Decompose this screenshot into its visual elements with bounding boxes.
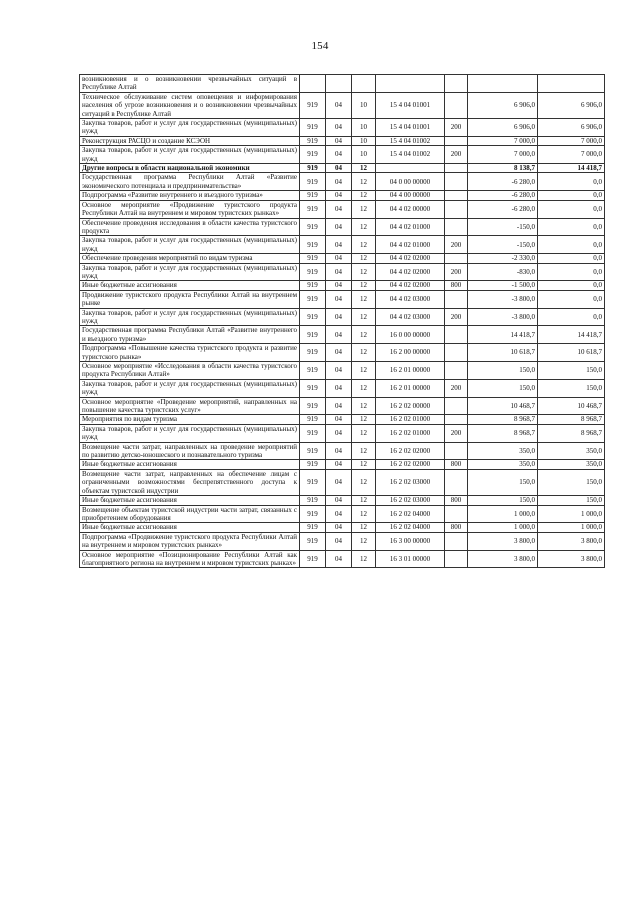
expense-type: 200 <box>445 146 468 164</box>
target-article: 16 0 00 00000 <box>376 326 445 344</box>
row-name: Возмещение части затрат, направленных на проведение мероприятий по развитию детско-юношеского и познавательного туризма <box>80 442 300 460</box>
subsection-code: 12 <box>352 532 376 550</box>
amount-1: -150,0 <box>468 218 538 236</box>
ministry-code: 919 <box>300 191 326 200</box>
subsection-code: 12 <box>352 263 376 281</box>
ministry-code: 919 <box>300 442 326 460</box>
table-row <box>80 397 605 415</box>
ministry-code: 919 <box>300 92 326 118</box>
row-name: Закупка товаров, работ и услуг для государственных (муниципальных) нужд <box>80 119 300 137</box>
target-article: 04 4 02 03000 <box>376 290 445 308</box>
amount-2: 350,0 <box>538 442 605 460</box>
row-name: Обеспечение проведения мероприятий по видам туризма <box>80 254 300 263</box>
expense-type: 200 <box>445 424 468 442</box>
table-row <box>80 362 605 380</box>
row-name: Государственная программа Республики Алтай «Развитие внутреннего и въездного туризма» <box>80 326 300 344</box>
target-article: 16 2 02 04000 <box>376 523 445 532</box>
expense-type: 800 <box>445 496 468 505</box>
expense-type <box>445 550 468 568</box>
target-article: 16 2 02 02000 <box>376 442 445 460</box>
row-name: Мероприятия по видам туризма <box>80 415 300 424</box>
amount-1: 10 618,7 <box>468 344 538 362</box>
expense-type <box>445 532 468 550</box>
ministry-code: 919 <box>300 119 326 137</box>
row-name: Основное мероприятие «Продвижение туристского продукта Республики Алтай на внутреннем и мировом туристских рынках» <box>80 200 300 218</box>
row-name: Закупка товаров, работ и услуг для государственных (муниципальных) нужд <box>80 308 300 326</box>
row-name: Закупка товаров, работ и услуг для государственных (муниципальных) нужд <box>80 236 300 254</box>
row-name: Иные бюджетные ассигнования <box>80 460 300 469</box>
table-row <box>80 496 605 505</box>
amount-2: 0,0 <box>538 200 605 218</box>
amount-1: 8 968,7 <box>468 424 538 442</box>
table-row <box>80 308 605 326</box>
amount-2: 14 418,7 <box>538 326 605 344</box>
ministry-code: 919 <box>300 290 326 308</box>
amount-2: 350,0 <box>538 460 605 469</box>
section-code: 04 <box>326 173 352 191</box>
amount-2: 10 618,7 <box>538 344 605 362</box>
amount-1: 150,0 <box>468 362 538 380</box>
amount-2: 14 418,7 <box>538 164 605 173</box>
target-article: 16 2 02 03000 <box>376 469 445 495</box>
amount-1: 10 468,7 <box>468 397 538 415</box>
section-code: 04 <box>326 119 352 137</box>
expense-type <box>445 136 468 145</box>
amount-1: 3 800,0 <box>468 550 538 568</box>
row-name: Возмещение части затрат, направленных на обеспечение лицам с ограниченными возможностями беспрепятственного доступа к объектам туристской индустрии <box>80 469 300 495</box>
row-name: Закупка товаров, работ и услуг для государственных (муниципальных) нужд <box>80 146 300 164</box>
target-article: 16 2 01 00000 <box>376 379 445 397</box>
amount-1: 150,0 <box>468 469 538 495</box>
table-row <box>80 75 605 93</box>
amount-1: -6 280,0 <box>468 191 538 200</box>
amount-1: -3 800,0 <box>468 290 538 308</box>
row-name: Другие вопросы в области национальной экономики <box>80 164 300 173</box>
amount-2: 0,0 <box>538 263 605 281</box>
section-code: 04 <box>326 397 352 415</box>
ministry-code: 919 <box>300 379 326 397</box>
amount-2: 8 968,7 <box>538 415 605 424</box>
subsection-code: 12 <box>352 362 376 380</box>
subsection-code: 12 <box>352 523 376 532</box>
target-article: 04 4 02 02000 <box>376 281 445 290</box>
amount-2: 7 000,0 <box>538 146 605 164</box>
expense-type <box>445 326 468 344</box>
page-number: 154 <box>311 40 329 52</box>
ministry-code: 919 <box>300 173 326 191</box>
row-name: Обеспечение проведения исследования в области качества туристского продукта <box>80 218 300 236</box>
ministry-code: 919 <box>300 460 326 469</box>
ministry-code: 919 <box>300 424 326 442</box>
ministry-code: 919 <box>300 200 326 218</box>
expense-type <box>445 505 468 523</box>
amount-1: -6 280,0 <box>468 173 538 191</box>
target-article: 16 2 02 01000 <box>376 415 445 424</box>
target-article: 04 4 02 03000 <box>376 308 445 326</box>
ministry-code: 919 <box>300 415 326 424</box>
ministry-code: 919 <box>300 505 326 523</box>
amount-2: 0,0 <box>538 236 605 254</box>
target-article: 04 4 02 02000 <box>376 263 445 281</box>
expense-type <box>445 469 468 495</box>
expense-type: 200 <box>445 308 468 326</box>
table-row <box>80 290 605 308</box>
section-code: 04 <box>326 362 352 380</box>
target-article: 04 4 02 01000 <box>376 218 445 236</box>
table-row <box>80 326 605 344</box>
row-name: Закупка товаров, работ и услуг для государственных (муниципальных) нужд <box>80 263 300 281</box>
section-code: 04 <box>326 92 352 118</box>
amount-2: 7 000,0 <box>538 136 605 145</box>
amount-1: 350,0 <box>468 442 538 460</box>
expense-type <box>445 254 468 263</box>
subsection-code: 12 <box>352 200 376 218</box>
section-code: 04 <box>326 415 352 424</box>
amount-1: 8 968,7 <box>468 415 538 424</box>
amount-1 <box>468 75 538 93</box>
ministry-code: 919 <box>300 308 326 326</box>
subsection-code: 12 <box>352 281 376 290</box>
section-code: 04 <box>326 460 352 469</box>
subsection-code: 12 <box>352 173 376 191</box>
amount-2: 0,0 <box>538 281 605 290</box>
expense-type <box>445 200 468 218</box>
ministry-code: 919 <box>300 550 326 568</box>
ministry-code: 919 <box>300 397 326 415</box>
expense-type: 800 <box>445 523 468 532</box>
ministry-code: 919 <box>300 469 326 495</box>
row-name: Основное мероприятие «Проведение мероприятий, направленных на повышение качества туристских услуг» <box>80 397 300 415</box>
table-row <box>80 424 605 442</box>
section-code: 04 <box>326 550 352 568</box>
row-name: возникновения и о возникновении чрезвычайных ситуаций в Республике Алтай <box>80 75 300 93</box>
row-name: Подпрограмма «Развитие внутреннего и въездного туризма» <box>80 191 300 200</box>
subsection-code: 12 <box>352 164 376 173</box>
subsection-code: 12 <box>352 415 376 424</box>
section-code: 04 <box>326 523 352 532</box>
target-article: 16 2 02 01000 <box>376 424 445 442</box>
section-code: 04 <box>326 505 352 523</box>
target-article: 04 4 02 01000 <box>376 236 445 254</box>
table-row <box>80 173 605 191</box>
amount-1: -6 280,0 <box>468 200 538 218</box>
table-row <box>80 281 605 290</box>
row-name: Закупка товаров, работ и услуг для государственных (муниципальных) нужд <box>80 424 300 442</box>
target-article <box>376 75 445 93</box>
table-row <box>80 460 605 469</box>
section-code: 04 <box>326 469 352 495</box>
target-article: 15 4 04 01002 <box>376 136 445 145</box>
table-row <box>80 344 605 362</box>
amount-2: 0,0 <box>538 254 605 263</box>
amount-2: 150,0 <box>538 362 605 380</box>
expense-type <box>445 415 468 424</box>
ministry-code: 919 <box>300 532 326 550</box>
expense-type: 200 <box>445 236 468 254</box>
target-article: 15 4 04 01001 <box>376 119 445 137</box>
ministry-code: 919 <box>300 218 326 236</box>
section-code: 04 <box>326 379 352 397</box>
subsection-code: 12 <box>352 424 376 442</box>
row-name: Иные бюджетные ассигнования <box>80 523 300 532</box>
expense-type: 800 <box>445 460 468 469</box>
amount-1: 7 000,0 <box>468 146 538 164</box>
subsection-code: 12 <box>352 290 376 308</box>
amount-1: 8 138,7 <box>468 164 538 173</box>
target-article: 16 2 00 00000 <box>376 344 445 362</box>
section-code: 04 <box>326 532 352 550</box>
amount-2 <box>538 75 605 93</box>
amount-1: 6 906,0 <box>468 119 538 137</box>
ministry-code: 919 <box>300 146 326 164</box>
subsection-code: 12 <box>352 254 376 263</box>
section-code: 04 <box>326 308 352 326</box>
row-name: Основное мероприятие «Исследования в области качества туристского продукта Республики Алтай» <box>80 362 300 380</box>
amount-1: 3 800,0 <box>468 532 538 550</box>
target-article: 16 3 01 00000 <box>376 550 445 568</box>
expense-type <box>445 442 468 460</box>
amount-1: -3 800,0 <box>468 308 538 326</box>
section-code: 04 <box>326 254 352 263</box>
section-code: 04 <box>326 424 352 442</box>
expense-type <box>445 173 468 191</box>
table-row <box>80 505 605 523</box>
subsection-code: 12 <box>352 344 376 362</box>
section-code: 04 <box>326 496 352 505</box>
amount-1: -2 330,0 <box>468 254 538 263</box>
amount-2: 150,0 <box>538 496 605 505</box>
amount-1: 6 906,0 <box>468 92 538 118</box>
target-article: 04 4 02 00000 <box>376 200 445 218</box>
section-code: 04 <box>326 136 352 145</box>
section-code: 04 <box>326 236 352 254</box>
amount-2: 150,0 <box>538 469 605 495</box>
subsection-code: 12 <box>352 442 376 460</box>
ministry-code <box>300 75 326 93</box>
expense-type: 200 <box>445 119 468 137</box>
expense-type <box>445 191 468 200</box>
table-row <box>80 146 605 164</box>
budget-table <box>79 74 605 568</box>
subsection-code: 12 <box>352 505 376 523</box>
section-code <box>326 75 352 93</box>
ministry-code: 919 <box>300 263 326 281</box>
table-row <box>80 136 605 145</box>
ministry-code: 919 <box>300 523 326 532</box>
section-code: 04 <box>326 146 352 164</box>
subsection-code: 10 <box>352 136 376 145</box>
subsection-code: 12 <box>352 218 376 236</box>
subsection-code: 10 <box>352 92 376 118</box>
amount-2: 6 906,0 <box>538 92 605 118</box>
amount-2: 0,0 <box>538 290 605 308</box>
target-article: 15 4 04 01001 <box>376 92 445 118</box>
expense-type: 800 <box>445 281 468 290</box>
section-code: 04 <box>326 218 352 236</box>
amount-2: 0,0 <box>538 191 605 200</box>
amount-2: 3 800,0 <box>538 532 605 550</box>
row-name: Основное мероприятие «Позиционирование Республики Алтай как благоприятного региона на внутреннем и мировом туристских рынках» <box>80 550 300 568</box>
amount-1: 7 000,0 <box>468 136 538 145</box>
section-code: 04 <box>326 290 352 308</box>
target-article: 16 2 02 02000 <box>376 460 445 469</box>
table-row <box>80 92 605 118</box>
amount-1: 150,0 <box>468 496 538 505</box>
table-row <box>80 200 605 218</box>
subsection-code: 12 <box>352 379 376 397</box>
target-article: 16 2 02 00000 <box>376 397 445 415</box>
target-article: 04 4 02 02000 <box>376 254 445 263</box>
row-name: Продвижение туристского продукта Республики Алтай на внутреннем рынке <box>80 290 300 308</box>
subsection-code: 10 <box>352 119 376 137</box>
expense-type <box>445 362 468 380</box>
ministry-code: 919 <box>300 496 326 505</box>
target-article: 04 4 00 00000 <box>376 191 445 200</box>
section-code: 04 <box>326 326 352 344</box>
subsection-code: 12 <box>352 308 376 326</box>
subsection-code: 12 <box>352 326 376 344</box>
row-name: Иные бюджетные ассигнования <box>80 281 300 290</box>
table-row <box>80 442 605 460</box>
ministry-code: 919 <box>300 326 326 344</box>
expense-type <box>445 92 468 118</box>
subsection-code: 12 <box>352 397 376 415</box>
table-row <box>80 379 605 397</box>
ministry-code: 919 <box>300 344 326 362</box>
subsection-code: 12 <box>352 191 376 200</box>
section-code: 04 <box>326 200 352 218</box>
expense-type <box>445 344 468 362</box>
target-article: 16 2 02 03000 <box>376 496 445 505</box>
expense-type: 200 <box>445 263 468 281</box>
amount-2: 10 468,7 <box>538 397 605 415</box>
amount-1: -1 500,0 <box>468 281 538 290</box>
amount-2: 1 000,0 <box>538 505 605 523</box>
target-article: 16 2 01 00000 <box>376 362 445 380</box>
subsection-code: 12 <box>352 236 376 254</box>
target-article <box>376 164 445 173</box>
subsection-code: 12 <box>352 469 376 495</box>
amount-2: 1 000,0 <box>538 523 605 532</box>
table-row <box>80 191 605 200</box>
target-article: 16 3 00 00000 <box>376 532 445 550</box>
table-row <box>80 532 605 550</box>
table-row <box>80 254 605 263</box>
table-row <box>80 263 605 281</box>
table-row <box>80 523 605 532</box>
subsection-code: 12 <box>352 550 376 568</box>
amount-2: 0,0 <box>538 173 605 191</box>
ministry-code: 919 <box>300 136 326 145</box>
subsection-code <box>352 75 376 93</box>
amount-2: 3 800,0 <box>538 550 605 568</box>
table-row <box>80 550 605 568</box>
subsection-code: 10 <box>352 146 376 164</box>
amount-1: 150,0 <box>468 379 538 397</box>
table-row <box>80 469 605 495</box>
amount-1: -150,0 <box>468 236 538 254</box>
amount-1: 14 418,7 <box>468 326 538 344</box>
table-row <box>80 218 605 236</box>
amount-1: -830,0 <box>468 263 538 281</box>
section-code: 04 <box>326 344 352 362</box>
row-name: Закупка товаров, работ и услуг для государственных (муниципальных) нужд <box>80 379 300 397</box>
row-name: Техническое обслуживание систем оповещения и информирования населения об угрозе возникновения и о возникновении чрезвычайных ситуаций в Республике Алтай <box>80 92 300 118</box>
expense-type <box>445 218 468 236</box>
amount-1: 1 000,0 <box>468 523 538 532</box>
ministry-code: 919 <box>300 164 326 173</box>
ministry-code: 919 <box>300 254 326 263</box>
ministry-code: 919 <box>300 236 326 254</box>
subsection-code: 12 <box>352 496 376 505</box>
amount-2: 150,0 <box>538 379 605 397</box>
table-row <box>80 164 605 173</box>
row-name: Возмещение объектам туристской индустрии части затрат, связанных с приобретением оборудования <box>80 505 300 523</box>
section-code: 04 <box>326 164 352 173</box>
expense-type <box>445 164 468 173</box>
section-code: 04 <box>326 263 352 281</box>
amount-2: 6 906,0 <box>538 119 605 137</box>
amount-2: 0,0 <box>538 308 605 326</box>
expense-type: 200 <box>445 379 468 397</box>
section-code: 04 <box>326 442 352 460</box>
ministry-code: 919 <box>300 362 326 380</box>
expense-type <box>445 290 468 308</box>
target-article: 04 0 00 00000 <box>376 173 445 191</box>
amount-1: 350,0 <box>468 460 538 469</box>
expense-type <box>445 75 468 93</box>
ministry-code: 919 <box>300 281 326 290</box>
subsection-code: 12 <box>352 460 376 469</box>
section-code: 04 <box>326 281 352 290</box>
expense-type <box>445 397 468 415</box>
amount-2: 8 968,7 <box>538 424 605 442</box>
amount-1: 1 000,0 <box>468 505 538 523</box>
amount-2: 0,0 <box>538 218 605 236</box>
target-article: 16 2 02 04000 <box>376 505 445 523</box>
row-name: Подпрограмма «Продвижение туристского продукта Республики Алтай на внутреннем и мировом туристских рынках» <box>80 532 300 550</box>
row-name: Реконструкция РАСЦО и создание КСЭОН <box>80 136 300 145</box>
table-row <box>80 236 605 254</box>
section-code: 04 <box>326 191 352 200</box>
target-article: 15 4 04 01002 <box>376 146 445 164</box>
row-name: Подпрограмма «Повышение качества туристского продукта и развитие туристского рынка» <box>80 344 300 362</box>
row-name: Иные бюджетные ассигнования <box>80 496 300 505</box>
row-name: Государственная программа Республики Алтай «Развитие экономического потенциала и предпринимательства» <box>80 173 300 191</box>
table-row <box>80 415 605 424</box>
table-row <box>80 119 605 137</box>
